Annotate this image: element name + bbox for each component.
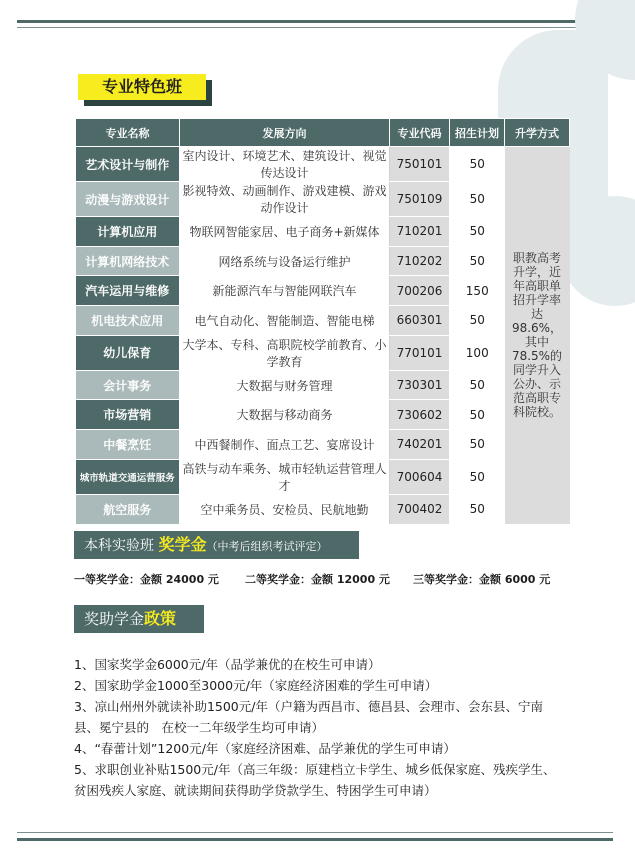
major-direction: 物联网智能家居、电子商务+新媒体	[180, 217, 390, 247]
major-name: 机电技术应用	[76, 306, 180, 336]
major-direction: 大学本、专科、高职院校学前教育、小学教育	[180, 335, 390, 370]
table-row	[76, 306, 570, 336]
upgrade-method: 职教高考升学，近年高职单招升学率达98.6%，其中78.5%的同学升入公办、示范高职专科院校。	[505, 147, 570, 525]
major-code: 750101	[390, 147, 450, 182]
first-prize-scholarship: 一等奖学金：金额 24000 元	[74, 573, 219, 586]
table-row	[76, 182, 570, 217]
banner-highlight: 政策	[144, 609, 177, 628]
major-code: 770101	[390, 335, 450, 370]
banner-highlight: 奖学金	[158, 535, 207, 554]
enrollment-plan: 50	[450, 370, 505, 400]
third-prize-scholarship: 三等奖学金：金额 6000 元	[413, 573, 551, 586]
section-title-badge	[78, 74, 206, 100]
major-code: 700402	[390, 494, 450, 524]
major-direction: 新能源汽车与智能网联汽车	[180, 276, 390, 306]
major-direction: 影视特效、动画制作、游戏建模、游戏动作设计	[180, 182, 390, 217]
major-code: 750109	[390, 182, 450, 217]
major-name: 计算机应用	[76, 217, 180, 247]
table-row	[76, 276, 570, 306]
top-border-line	[17, 20, 613, 23]
major-code: 730602	[390, 400, 450, 430]
scholarship-banner	[74, 531, 359, 559]
enrollment-plan: 50	[450, 217, 505, 247]
bottom-border-line	[17, 838, 613, 841]
enrollment-plan: 50	[450, 306, 505, 336]
major-name: 汽车运用与维修	[76, 276, 180, 306]
major-name: 幼儿保育	[76, 335, 180, 370]
list-item: 3、凉山州州外就读补助1500元/年（户籍为西昌市、德昌县、会理市、会东县、宁南县、冕宁县的 在校一二年级学生均可申请）	[74, 699, 543, 735]
second-prize-scholarship: 二等奖学金：金额 12000 元	[245, 573, 390, 586]
table-header-row	[76, 119, 570, 147]
enrollment-plan: 50	[450, 182, 505, 217]
major-code: 700604	[390, 459, 450, 494]
major-code: 710201	[390, 217, 450, 247]
major-direction: 室内设计、环境艺术、建筑设计、视觉传达设计	[180, 147, 390, 182]
major-name: 会计事务	[76, 370, 180, 400]
policy-banner	[74, 605, 204, 633]
majors-table	[75, 118, 570, 525]
banner-title: 本科实验班	[84, 538, 159, 554]
enrollment-plan: 50	[450, 400, 505, 430]
enrollment-plan: 100	[450, 335, 505, 370]
column-header: 招生计划	[450, 119, 505, 147]
table-row	[76, 459, 570, 494]
column-header: 专业代码	[390, 119, 450, 147]
banner-note: （中考后组织考试评定）	[206, 540, 328, 553]
table-row	[76, 147, 570, 182]
table-row	[76, 430, 570, 460]
major-code: 700206	[390, 276, 450, 306]
major-name: 计算机网络技术	[76, 246, 180, 276]
major-direction: 网络系统与设备运行维护	[180, 246, 390, 276]
major-name: 动漫与游戏设计	[76, 182, 180, 217]
list-item: 2、国家助学金1000至3000元/年（家庭经济困难的学生可申请）	[74, 678, 438, 693]
enrollment-plan: 50	[450, 246, 505, 276]
enrollment-plan: 50	[450, 430, 505, 460]
table-row	[76, 246, 570, 276]
major-code: 710202	[390, 246, 450, 276]
major-code: 730301	[390, 370, 450, 400]
table-row	[76, 494, 570, 524]
major-name: 城市轨道交通运营服务	[76, 459, 180, 494]
table-row	[76, 400, 570, 430]
policy-list	[74, 654, 566, 801]
major-direction: 大数据与财务管理	[180, 370, 390, 400]
major-name: 航空服务	[76, 494, 180, 524]
enrollment-plan: 50	[450, 147, 505, 182]
list-item: 1、国家奖学金6000元/年（品学兼优的在校生可申请）	[74, 657, 381, 672]
major-name: 艺术设计与制作	[76, 147, 180, 182]
banner-title: 奖助学金	[84, 610, 145, 628]
major-name: 中餐烹饪	[76, 430, 180, 460]
column-header: 升学方式	[505, 119, 570, 147]
bottom-border-thin-line	[17, 832, 613, 833]
major-code: 740201	[390, 430, 450, 460]
section-title: 专业特色班	[78, 74, 206, 100]
major-direction: 高铁与动车乘务、城市轻轨运营管理人才	[180, 459, 390, 494]
enrollment-plan: 50	[450, 494, 505, 524]
table-row	[76, 370, 570, 400]
list-item: 4、“春蕾计划”1200元/年（家庭经济困难、品学兼优的学生可申请）	[74, 741, 456, 756]
table-row	[76, 335, 570, 370]
column-header: 发展方向	[180, 119, 390, 147]
list-item: 5、求职创业补贴1500元/年（高三年级：原建档立卡学生、城乡低保家庭、残疾学生、贫困残疾人家庭、就读期间获得助学贷款学生、特困学生可申请）	[74, 762, 556, 798]
major-direction: 电气自动化、智能制造、智能电梯	[180, 306, 390, 336]
major-direction: 空中乘务员、安检员、民航地勤	[180, 494, 390, 524]
enrollment-plan: 50	[450, 459, 505, 494]
table-row	[76, 217, 570, 247]
major-direction: 大数据与移动商务	[180, 400, 390, 430]
column-header: 专业名称	[76, 119, 180, 147]
major-direction: 中西餐制作、面点工艺、宴席设计	[180, 430, 390, 460]
enrollment-plan: 150	[450, 276, 505, 306]
top-border-thin-line	[17, 27, 613, 28]
major-code: 660301	[390, 306, 450, 336]
major-name: 市场营销	[76, 400, 180, 430]
